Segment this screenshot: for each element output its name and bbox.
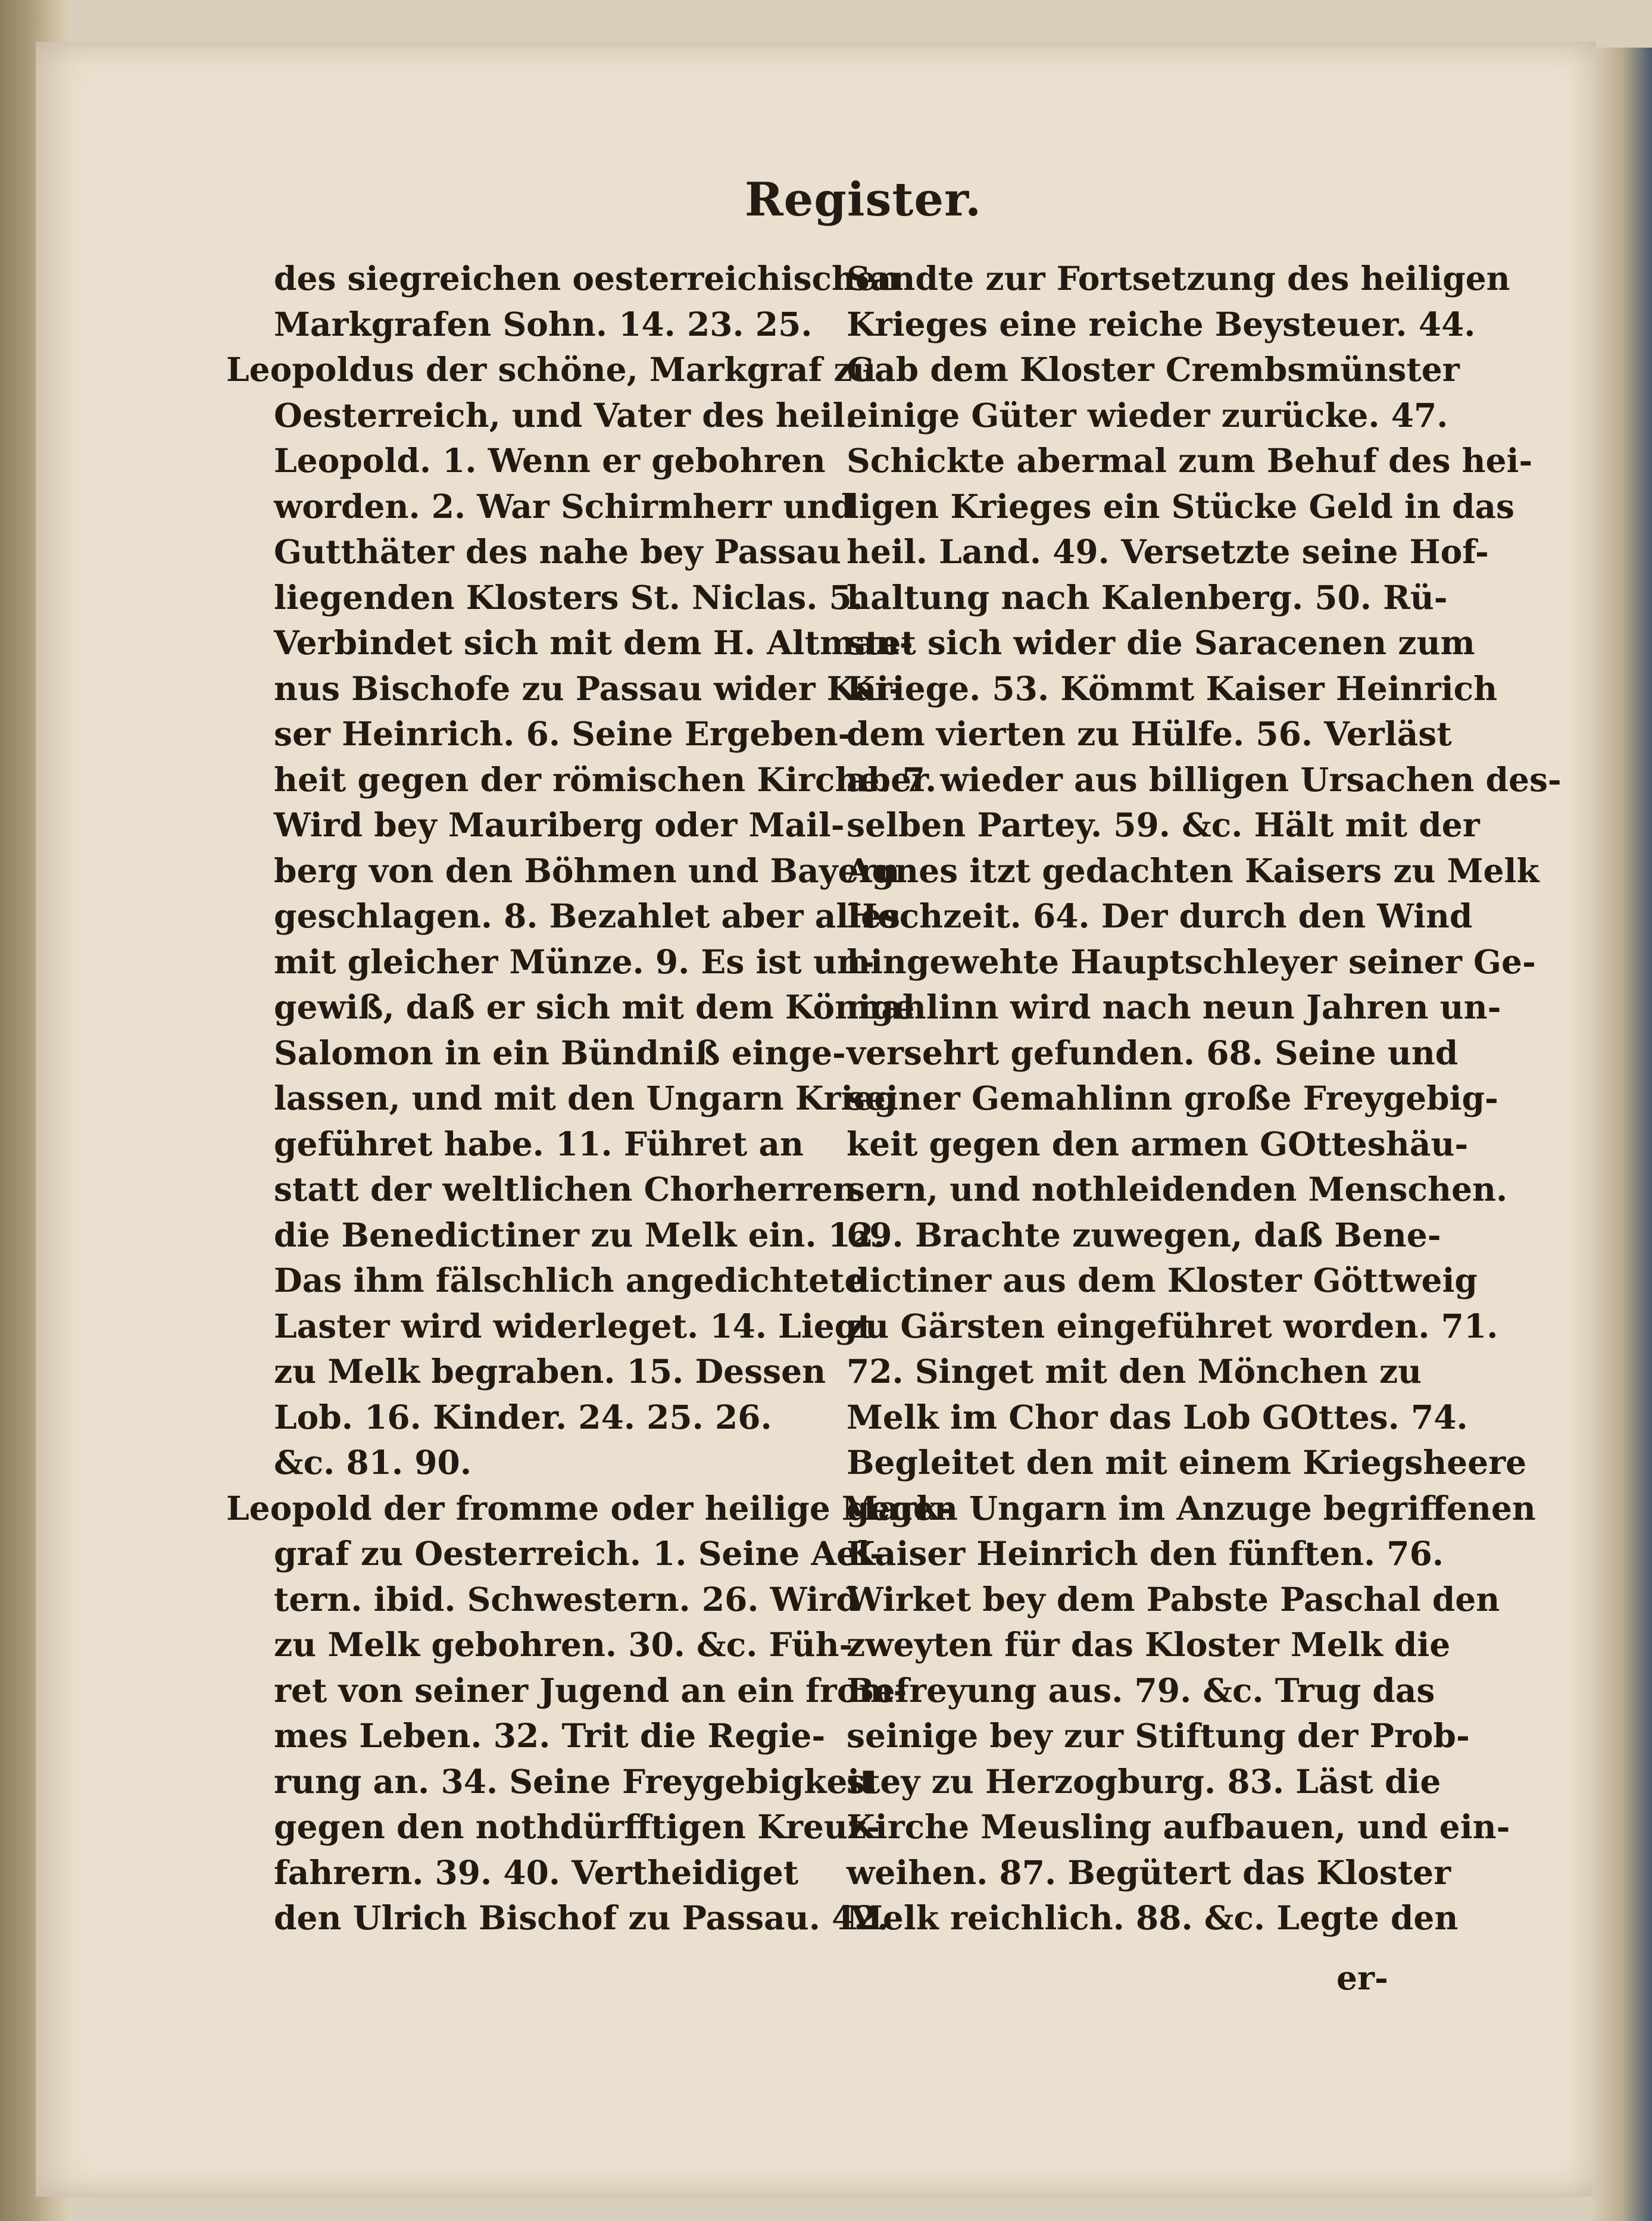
text-line: nus Bischofe zu Passau wider Kai- xyxy=(274,669,902,708)
text-line: Leopold. 1. Wenn er gebohren xyxy=(274,441,826,480)
text-line: sern, und nothleidenden Menschen. xyxy=(847,1170,1508,1208)
text-line: Gab dem Kloster Crembsmünster xyxy=(847,350,1460,389)
text-line: tern. ibid. Schwestern. 26. Wird xyxy=(274,1579,859,1619)
text-line: zu Melk begraben. 15. Dessen xyxy=(274,1352,826,1391)
text-line: zu Gärsten eingeführet worden. 71. xyxy=(847,1306,1498,1345)
text-line: &c. 81. 90. xyxy=(274,1443,471,1482)
text-line: ligen Krieges ein Stücke Geld in das xyxy=(847,486,1515,526)
text-line: Schickte abermal zum Behuf des hei- xyxy=(847,441,1533,480)
text-line: dem vierten zu Hülfe. 56. Verläst xyxy=(847,714,1452,753)
text-line: heit gegen der römischen Kirche. 7. xyxy=(274,760,937,799)
text-line: Laster wird widerleget. 14. Liegt xyxy=(274,1306,873,1345)
text-line: stey zu Herzogburg. 83. Läst die xyxy=(847,1761,1441,1801)
text-line: Krieges eine reiche Beysteuer. 44. xyxy=(847,304,1476,343)
text-line: Kirche Meusling aufbauen, und ein- xyxy=(847,1807,1510,1846)
text-line: geführet habe. 11. Führet an xyxy=(274,1124,804,1163)
text-line: Wird bey Mauriberg oder Mail- xyxy=(274,805,845,844)
text-line: geschlagen. 8. Bezahlet aber alles xyxy=(274,896,901,935)
text-line: ret von seiner Jugend an ein from- xyxy=(274,1670,907,1710)
text-line: Melk im Chor das Lob GOttes. 74. xyxy=(847,1397,1468,1436)
running-head: Register. xyxy=(744,173,982,227)
text-line: Kaiser Heinrich den fünften. 76. xyxy=(847,1534,1444,1573)
catchword: er- xyxy=(1336,1958,1388,1997)
text-line: worden. 2. War Schirmherr und xyxy=(274,486,854,526)
text-line: Gutthäter des nahe bey Passau xyxy=(274,532,841,571)
text-line: Leopoldus der schöne, Markgraf zu xyxy=(226,350,876,389)
text-line: Verbindet sich mit dem H. Altman- xyxy=(274,623,913,662)
text-line: gewiß, daß er sich mit dem Könige xyxy=(274,988,915,1026)
text-line: Oesterreich, und Vater des heil. xyxy=(274,395,857,435)
text-line: Sandte zur Fortsetzung des heiligen xyxy=(847,259,1510,298)
text-line: mit gleicher Münze. 9. Es ist un- xyxy=(274,942,875,981)
text-line: gegen Ungarn im Anzuge begriffenen xyxy=(847,1488,1536,1527)
text-line: zweyten für das Kloster Melk die xyxy=(847,1625,1451,1664)
text-line: Salomon in ein Bündniß einge- xyxy=(274,1033,846,1072)
text-line: statt der weltlichen Chorherren xyxy=(274,1170,857,1208)
text-line: Wirket bey dem Pabste Paschal den xyxy=(847,1579,1500,1619)
book-edge-right xyxy=(1592,48,1652,2221)
left-column xyxy=(226,256,952,1941)
text-line: Kriege. 53. Kömmt Kaiser Heinrich xyxy=(847,669,1498,708)
text-line: zu Melk gebohren. 30. &c. Füh- xyxy=(274,1625,853,1664)
text-line: rung an. 34. Seine Freygebigkeit xyxy=(274,1761,875,1801)
text-line: des siegreichen oesterreichischen xyxy=(274,259,901,298)
text-line: Lob. 16. Kinder. 24. 25. 26. xyxy=(274,1397,772,1436)
text-line: selben Partey. 59. &c. Hält mit der xyxy=(847,805,1480,844)
text-line: Das ihm fälschlich angedichtete xyxy=(274,1261,866,1300)
text-line: Befreyung aus. 79. &c. Trug das xyxy=(847,1670,1435,1710)
text-line: Markgrafen Sohn. 14. 23. 25. xyxy=(274,304,813,343)
text-line: Melk reichlich. 88. &c. Legte den xyxy=(847,1898,1459,1937)
text-line: seinige bey zur Stiftung der Prob- xyxy=(847,1716,1470,1755)
text-line: den Ulrich Bischof zu Passau. 42. xyxy=(274,1898,889,1937)
text-line: gegen den nothdürfftigen Kreuz- xyxy=(274,1807,880,1846)
text-line: graf zu Oesterreich. 1. Seine Ael- xyxy=(274,1534,883,1573)
text-line: Leopold der fromme oder heilige Mark- xyxy=(226,1488,952,1527)
text-line: stet sich wider die Saracenen zum xyxy=(847,623,1475,662)
text-line: mahlinn wird nach neun Jahren un- xyxy=(847,988,1501,1026)
text-line: liegenden Klosters St. Niclas. 5. xyxy=(274,577,863,617)
text-line: Agnes itzt gedachten Kaisers zu Melk xyxy=(847,851,1539,890)
text-line: keit gegen den armen GOtteshäu- xyxy=(847,1124,1469,1163)
text-line: ser Heinrich. 6. Seine Ergeben- xyxy=(274,714,852,753)
text-line: die Benedictiner zu Melk ein. 12. xyxy=(274,1215,885,1254)
text-line: Hochzeit. 64. Der durch den Wind xyxy=(847,896,1473,935)
text-line: seiner Gemahlinn große Freygebig- xyxy=(847,1079,1498,1117)
text-line: 72. Singet mit den Mönchen zu xyxy=(847,1352,1422,1391)
text-line: hingewehte Hauptschleyer seiner Ge- xyxy=(847,942,1536,981)
right-column xyxy=(847,256,1562,1941)
text-line: fahrern. 39. 40. Vertheidiget xyxy=(274,1853,799,1892)
text-line: weihen. 87. Begütert das Kloster xyxy=(847,1853,1451,1892)
text-line: haltung nach Kalenberg. 50. Rü- xyxy=(847,577,1448,617)
text-line: lassen, und mit den Ungarn Krieg xyxy=(274,1079,897,1117)
text-line: mes Leben. 32. Trit die Regie- xyxy=(274,1716,826,1755)
text-line: berg von den Böhmen und Bayern xyxy=(274,851,900,890)
text-line: einige Güter wieder zurücke. 47. xyxy=(847,395,1448,435)
text-line: heil. Land. 49. Versetzte seine Hof- xyxy=(847,532,1489,571)
text-line: aber wieder aus billigen Ursachen des- xyxy=(847,760,1562,799)
text-line: Begleitet den mit einem Kriegsheere xyxy=(847,1443,1527,1482)
text-line: dictiner aus dem Kloster Göttweig xyxy=(847,1261,1478,1300)
text-line: versehrt gefunden. 68. Seine und xyxy=(847,1033,1459,1072)
text-line: 69. Brachte zuwegen, daß Bene- xyxy=(847,1215,1441,1254)
